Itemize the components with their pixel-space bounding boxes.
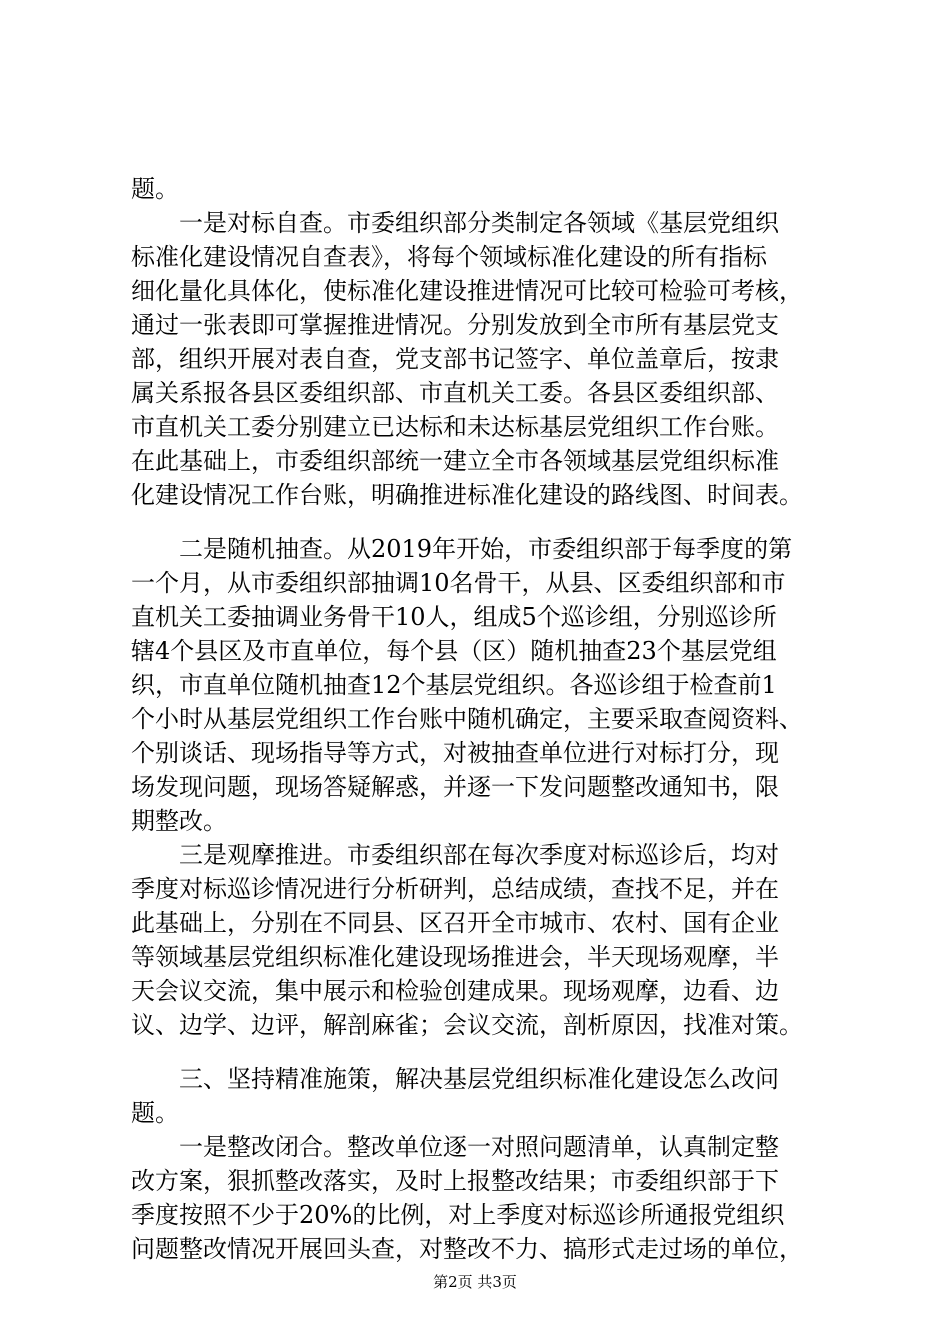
section-heading: 三、坚持精准施策，解决基层党组织标准化建设怎么改问	[131, 1065, 779, 1093]
text-line: 一是整改闭合。整改单位逐一对照问题清单，认真制定整	[131, 1133, 779, 1161]
text-line: 问题整改情况开展回头查，对整改不力、搞形式走过场的单位，	[131, 1235, 803, 1263]
text-line: 议、边学、边评，解剖麻雀；会议交流，剖析原因，找准对策。	[131, 1011, 803, 1039]
text-line: 改方案，狠抓整改落实，及时上报整改结果；市委组织部于下	[131, 1167, 779, 1195]
section-heading: 题。	[131, 1099, 179, 1127]
text-line: 部，组织开展对表自查，党支部书记签字、单位盖章后，按隶	[131, 345, 779, 373]
text-line: 属关系报各县区委组织部、市直机关工委。各县区委组织部、	[131, 379, 779, 407]
text-line: 化建设情况工作台账，明确推进标准化建设的路线图、时间表。	[131, 481, 803, 509]
text-line: 细化量化具体化，使标准化建设推进情况可比较可检验可考核，	[131, 277, 803, 305]
text-line: 期整改。	[131, 807, 227, 835]
text-line: 季度对标巡诊情况进行分析研判，总结成绩，查找不足，并在	[131, 875, 779, 903]
text-line: 此基础上，分别在不同县、区召开全市城市、农村、国有企业	[131, 909, 779, 937]
text-line: 一是对标自查。市委组织部分类制定各领域《基层党组织	[131, 209, 779, 237]
text-line: 一个月，从市委组织部抽调10名骨干，从县、区委组织部和市	[131, 569, 786, 597]
text-line: 市直机关工委分别建立已达标和未达标基层党组织工作台账。	[131, 413, 779, 441]
text-line: 标准化建设情况自查表》，将每个领域标准化建设的所有指标	[131, 243, 767, 271]
text-line: 通过一张表即可掌握推进情况。分别发放到全市所有基层党支	[131, 311, 779, 339]
text-line: 个小时从基层党组织工作台账中随机确定，主要采取查阅资料、	[131, 705, 803, 733]
text-line: 辖4个县区及市直单位，每个县（区）随机抽查23个基层党组	[131, 637, 777, 665]
page-footer: 第2页 共3页	[433, 1273, 517, 1291]
text-line: 场发现问题，现场答疑解惑，并逐一下发问题整改通知书，限	[131, 773, 779, 801]
text-line: 直机关工委抽调业务骨干10人，组成5个巡诊组，分别巡诊所	[131, 603, 777, 631]
text-line: 二是随机抽查。从2019年开始，市委组织部于每季度的第	[131, 535, 793, 563]
text-line: 三是观摩推进。市委组织部在每次季度对标巡诊后，均对	[131, 841, 779, 869]
text-line: 天会议交流，集中展示和检验创建成果。现场观摩，边看、边	[131, 977, 779, 1005]
text-line: 织，市直单位随机抽查12个基层党组织。各巡诊组于检查前1	[131, 671, 777, 699]
text-line: 在此基础上，市委组织部统一建立全市各领域基层党组织标准	[131, 447, 779, 475]
text-line: 个别谈话、现场指导等方式，对被抽查单位进行对标打分，现	[131, 739, 779, 767]
text-line: 题。	[131, 175, 179, 203]
text-line: 季度按照不少于20%的比例，对上季度对标巡诊所通报党组织	[131, 1201, 785, 1229]
text-line: 等领域基层党组织标准化建设现场推进会，半天现场观摩，半	[131, 943, 779, 971]
